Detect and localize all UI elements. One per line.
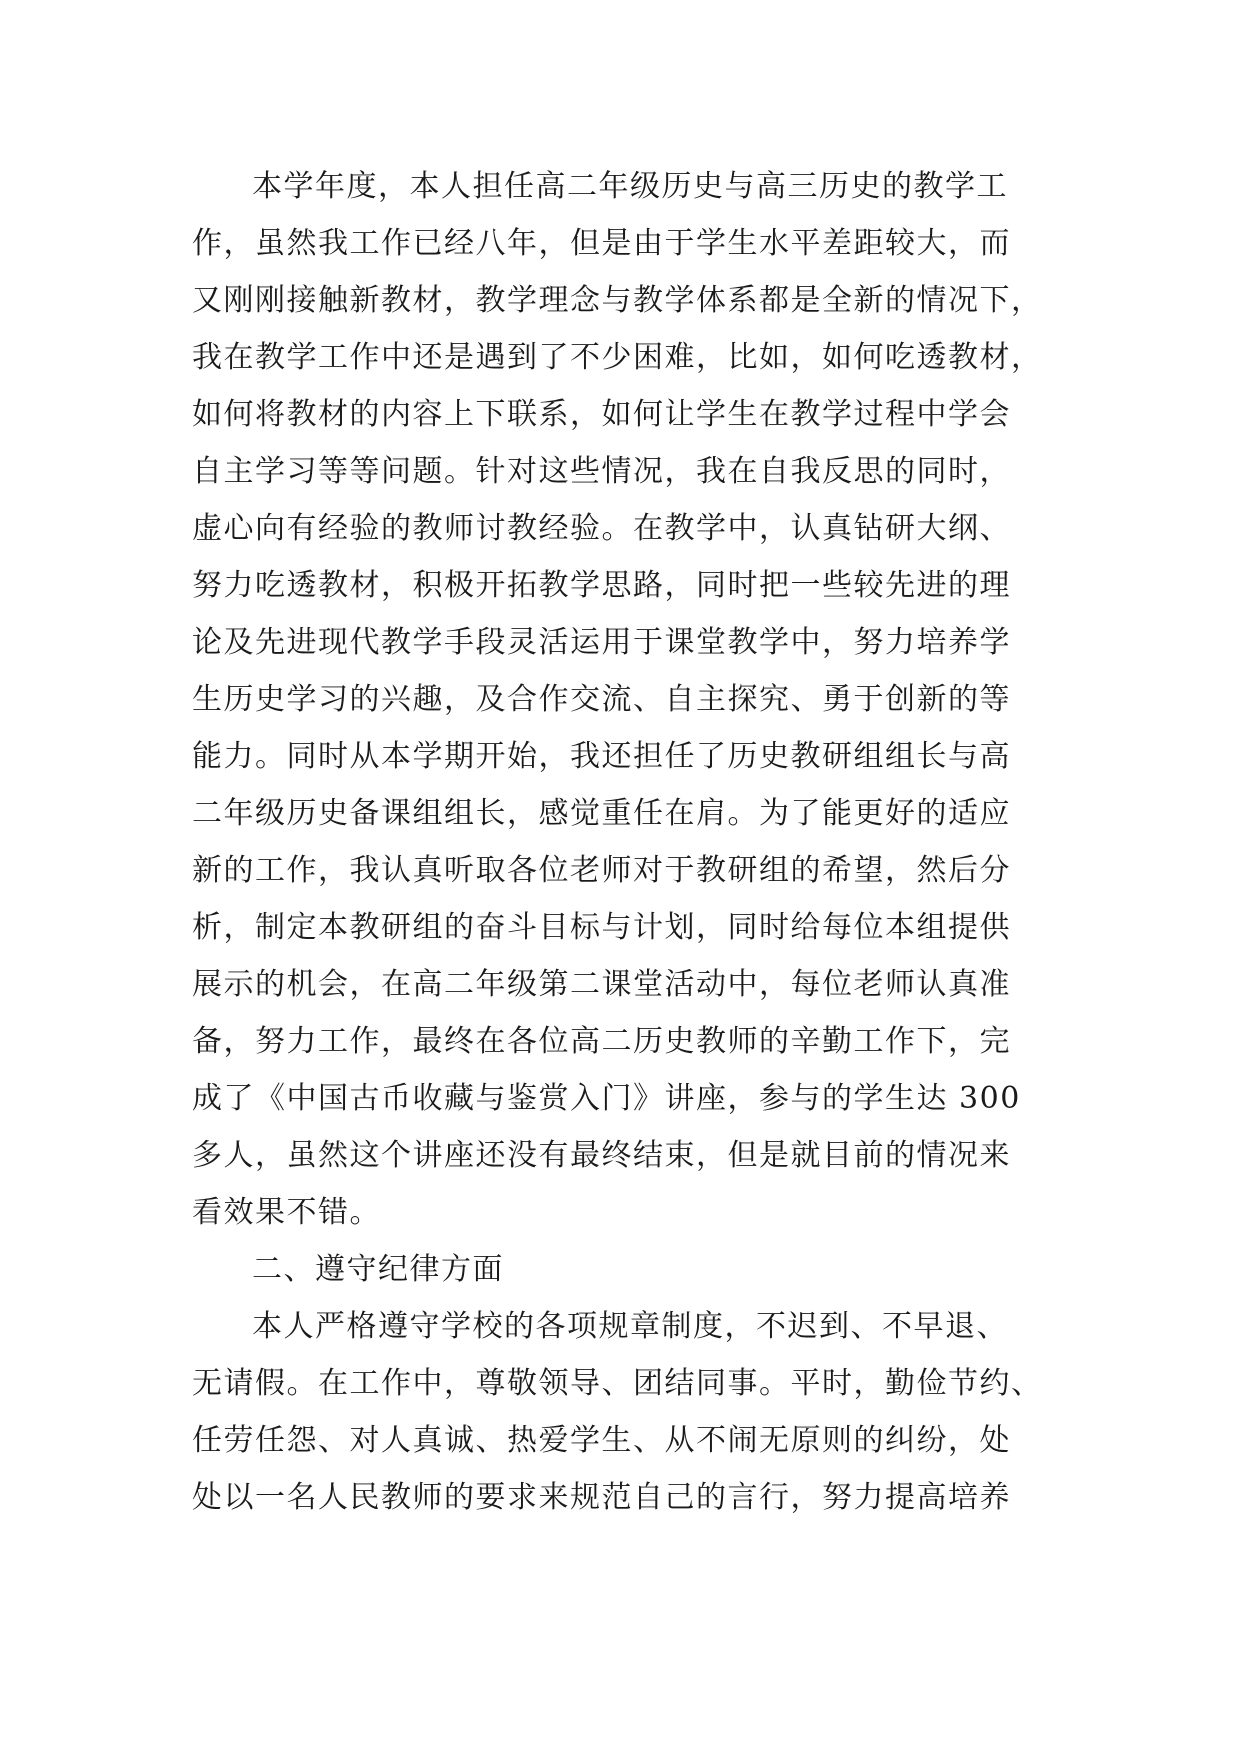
paragraph-1-line-8: 努力吃透教材，积极开拓教学思路，同时把一些较先进的理: [192, 568, 1011, 603]
paragraph-1-line-9: 论及先进现代教学手段灵活运用于课堂教学中，努力培养学: [192, 625, 1011, 660]
paragraph-1-line-7: 虚心向有经验的教师讨教经验。在教学中，认真钻研大纲、: [192, 511, 1011, 546]
paragraph-1-line-1: 本学年度，本人担任高二年级历史与高三历史的教学工: [252, 169, 1008, 204]
paragraph-1-line-18: 多人，虽然这个讲座还没有最终结束，但是就目前的情况来: [192, 1138, 1011, 1173]
paragraph-2-line-2: 无请假。在工作中，尊敬领导、团结同事。平时，勤俭节约、: [192, 1366, 1043, 1401]
section-heading: 二、遵守纪律方面: [252, 1252, 504, 1287]
paragraph-1-line-17: 成了《中国古币收藏与鉴赏入门》讲座，参与的学生达 300: [192, 1081, 1021, 1116]
paragraph-1-line-14: 析，制定本教研组的奋斗目标与计划，同时给每位本组提供: [192, 910, 1011, 945]
paragraph-1-line-11: 能力。同时从本学期开始，我还担任了历史教研组组长与高: [192, 739, 1011, 774]
paragraph-1-line-15: 展示的机会，在高二年级第二课堂活动中，每位老师认真准: [192, 967, 1011, 1002]
paragraph-1-line-13: 新的工作，我认真听取各位老师对于教研组的希望，然后分: [192, 853, 1011, 888]
paragraph-1-line-5: 如何将教材的内容上下联系，如何让学生在教学过程中学会: [192, 397, 1011, 432]
body-text: [192, 158, 1072, 1526]
paragraph-1-line-12: 二年级历史备课组组长，感觉重任在肩。为了能更好的适应: [192, 796, 1011, 831]
paragraph-1-line-4: 我在教学工作中还是遇到了不少困难，比如，如何吃透教材，: [192, 340, 1043, 375]
paragraph-2-line-4: 处以一名人民教师的要求来规范自己的言行，努力提高培养: [192, 1480, 1011, 1515]
paragraph-1-line-2: 作，虽然我工作已经八年，但是由于学生水平差距较大，而: [192, 226, 1011, 261]
paragraph-1-line-3: 又刚刚接触新教材，教学理念与教学体系都是全新的情况下，: [192, 283, 1043, 318]
paragraph-1-line-16: 备，努力工作，最终在各位高二历史教师的辛勤工作下，完: [192, 1024, 1011, 1059]
paragraph-1-line-6: 自主学习等等问题。针对这些情况，我在自我反思的同时，: [192, 454, 1011, 489]
paragraph-2-line-3: 任劳任怨、对人真诚、热爱学生、从不闹无原则的纠纷，处: [192, 1423, 1011, 1458]
paragraph-2-line-1: 本人严格遵守学校的各项规章制度，不迟到、不早退、: [252, 1309, 1008, 1344]
paragraph-1-line-19: 看效果不错。: [192, 1195, 381, 1230]
paragraph-1-line-10: 生历史学习的兴趣，及合作交流、自主探究、勇于创新的等: [192, 682, 1011, 717]
